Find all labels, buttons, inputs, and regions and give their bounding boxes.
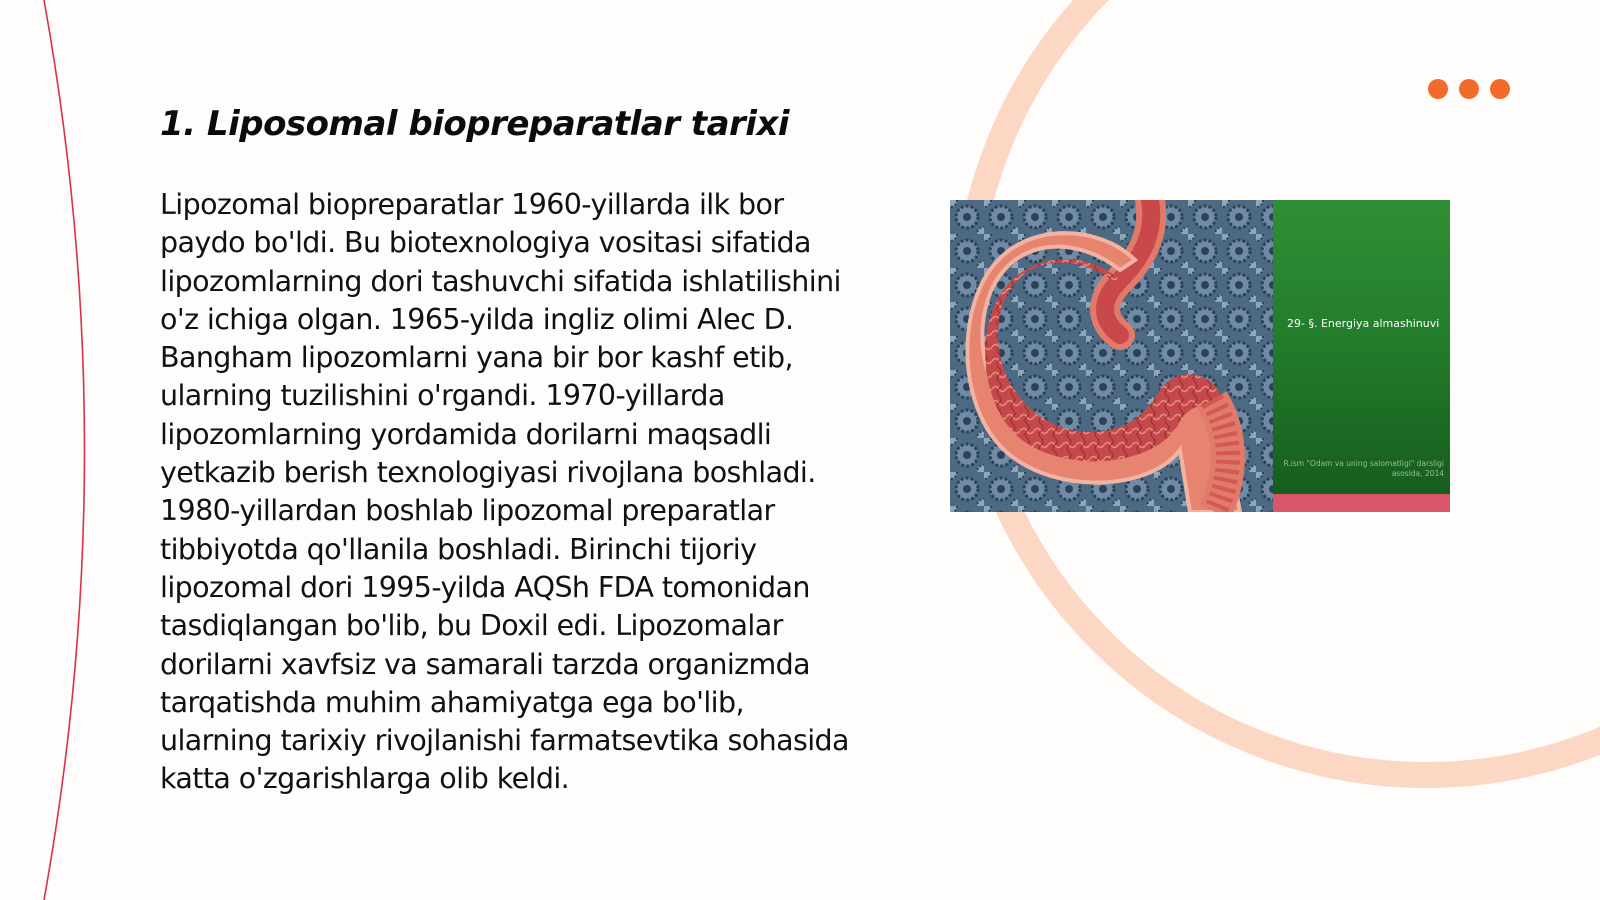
slide-title: 1. Liposomal biopreparatlar tarixi bbox=[160, 104, 790, 144]
dot bbox=[1490, 79, 1510, 99]
left-curve-line bbox=[44, 0, 85, 900]
dot bbox=[1428, 79, 1448, 99]
dot bbox=[1459, 79, 1479, 99]
more-dots-icon bbox=[1428, 79, 1510, 99]
image-green-panel bbox=[1273, 200, 1450, 512]
image-panel-caption: R.ism "Odam va uning salomatligi" darsligi asosida, 2014 bbox=[1283, 459, 1444, 478]
slide-image bbox=[950, 200, 1450, 512]
image-panel-title: 29- §. Energiya almashinuvi bbox=[1287, 317, 1440, 330]
image-panel-stripe bbox=[1273, 494, 1450, 512]
stomach-gears-illustration bbox=[950, 200, 1273, 512]
slide-body-text: Lipozomal biopreparatlar 1960-yillarda ilk bor paydo bo'ldi. Bu biotexnologiya vositasi sifatida lipozomlarning dori tashuvchi sifatida ishlatilishini o'z ichiga olgan. 1965-yilda ingliz olimi Alec D. Bangham lipozomlarni yana bir bor kashf etib, ularning tuzilishini o'rgandi. 1970-yillarda lipozomlarning yordamida dorilarni maqsadli yetkazib berish texnologiyasi rivojlana boshladi. 1980-yillardan boshlab lipozomal preparatlar tibbiyotda qo'llanila boshladi. Birinchi tijoriy lipozomal dori 1995-yilda AQSh FDA tomonidan tasdiqlangan bo'lib, bu Doxil edi. Lipozomalar dorilarni xavfsiz va samarali tarzda organizmda tarqatishda muhim ahamiyatga ega bo'lib, ularning tarixiy rivojlanishi farmatsevtika sohasida katta o'zgarishlarga olib keldi. bbox=[160, 188, 849, 796]
